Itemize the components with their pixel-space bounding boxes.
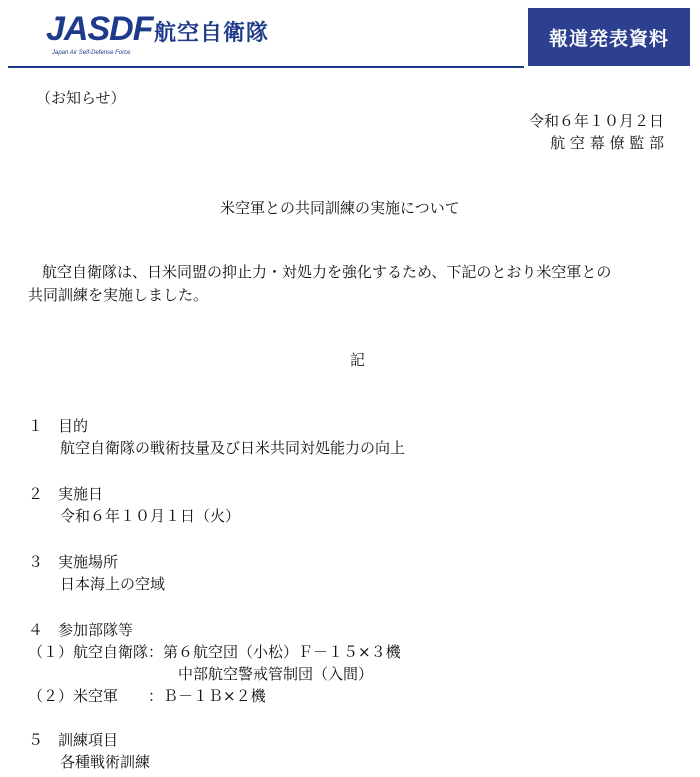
intro-line-1: 航空自衛隊は、日米同盟の抑止力・対処力を強化するため、下記のとおり米空軍との [42,263,612,281]
section-1-body: 航空自衛隊の戦術技量及び日米共同対処能力の向上 [60,439,406,457]
document-title: 米空軍との共同訓練の実施について [220,199,460,217]
document-header [0,0,700,70]
section-2-body: 令和６年１０月１日（火） [60,507,241,525]
section-4-heading: ４ 参加部隊等 [28,621,134,639]
jasdf-logo-subtitle: Japan Air Self-Defense Force [52,50,131,56]
jasdf-name: 航空自衛隊 [154,21,270,46]
section-1-heading: １ 目的 [28,417,89,435]
press-release-badge [528,8,690,66]
section-5-heading: ５ 訓練項目 [28,731,119,749]
section-3-body: 日本海上の空域 [60,575,166,593]
header-rule [8,66,524,68]
section-4-row-2: （２）米空軍 ：Ｂ－１Ｂ×２機 [28,687,266,705]
jasdf-logo: JASDF [46,10,153,48]
section-3-heading: ３ 実施場所 [28,553,119,571]
intro-line-2: 共同訓練を実施しました。 [28,286,209,304]
issuer: 航 空 幕 僚 監 部 [550,134,664,152]
section-4-row-1b: 中部航空警戒管制団（入間） [178,665,374,683]
ki-heading: 記 [350,351,366,369]
section-2-heading: ２ 実施日 [28,485,104,503]
section-5-body: 各種戦術訓練 [60,753,151,771]
notice-label: （お知らせ） [36,89,126,107]
press-release-label: 報道発表資料 [548,27,669,50]
section-4-row-1: （１）航空自衛隊：第６航空団（小松）Ｆ－１５×３機 [28,643,401,661]
issue-date: 令和６年１０月２日 [528,112,664,130]
